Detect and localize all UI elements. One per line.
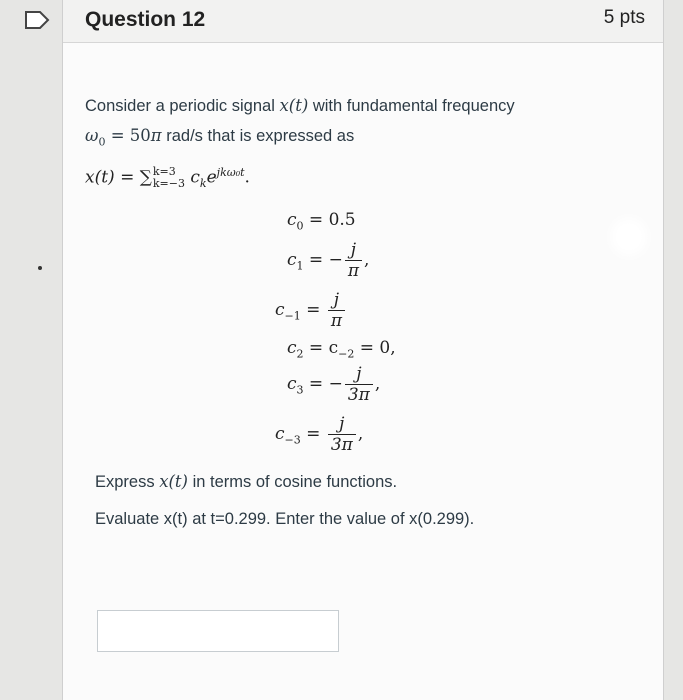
coefficient-c-minus-1: $c_{-1}$ = $\frac{j}{\pi}$ [275,290,347,331]
question-header [63,0,663,43]
question-points: 5 pts [603,7,645,28]
coefficient-c0: $c_0 = 0.5$ [287,210,356,233]
coefficient-c3: $c_3$ = − $\frac{j}{3\pi}$ , [287,364,381,405]
screen-glare [605,212,653,262]
bullet-marker [38,266,42,270]
question-card [62,0,664,700]
signal-definition: x(t) = ∑ k=3 k=−3 $c_ke^{jk\omega_0t}$. [85,165,250,191]
express-instruction: Express x(t) in terms of cosine functions. [95,472,398,491]
coefficient-c-minus-3: $c_{-3}$ = $\frac{j}{3\pi}$ , [275,414,364,455]
coefficient-c2: $c_2 = c_{-2} = 0$, [287,338,396,361]
answer-input[interactable] [97,610,339,652]
question-title: Question 12 [85,8,206,31]
evaluate-instruction: Evaluate x(t) at t=0.299. Enter the value of x(0.299). [95,510,475,528]
question-text-line-2: $\omega_0 = 50\pi$ rad/s that is expressed as [85,126,355,149]
question-flag-icon[interactable] [24,10,50,30]
coefficient-c1: $c_1$ = − $\frac{j}{\pi}$ , [287,240,370,281]
question-text-line-1: Consider a periodic signal x(t) with fundamental frequency [85,96,515,115]
